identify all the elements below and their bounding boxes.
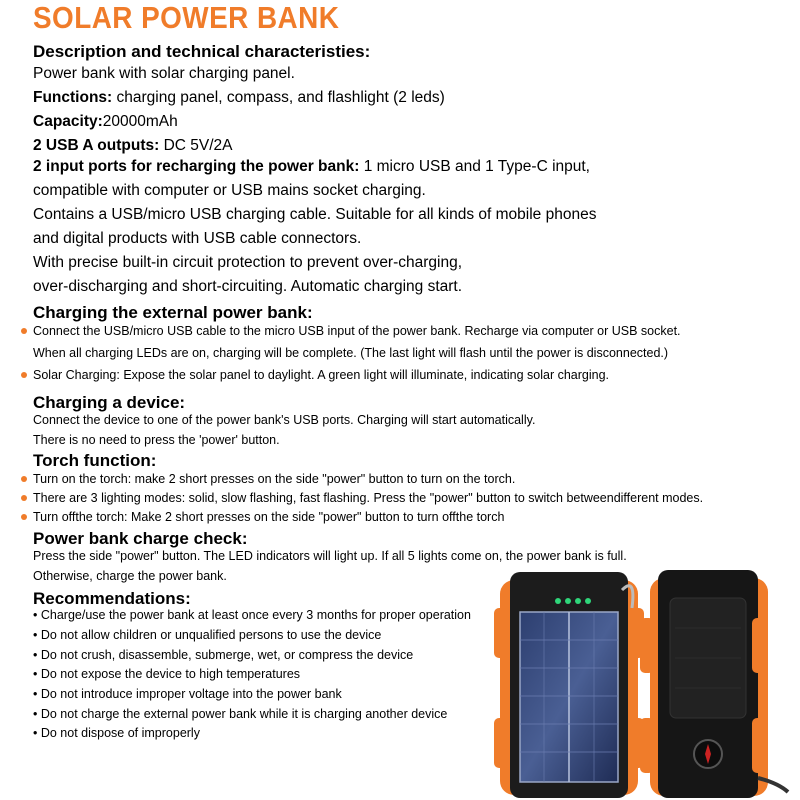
functions-label: Functions: [33, 89, 113, 106]
power-bank-product-image [490, 568, 790, 798]
bullet-dot [21, 495, 27, 501]
charging-external-item: When all charging LEDs are on, charging will be complete. (The last light will flash until the power is disconnected.) [33, 346, 669, 360]
input-ports-line [33, 158, 590, 176]
bullet-dot [21, 514, 27, 520]
recommendation-item: • Do not dispose of improperly [33, 726, 200, 740]
usb-outputs-label: 2 USB A outputs: [33, 137, 160, 154]
bullet-dot [21, 328, 27, 334]
description-line: and digital products with USB cable connectors. [33, 230, 362, 247]
charging-device-heading: Charging a device: [33, 393, 186, 412]
recommendations-heading: Recommendations: [33, 589, 191, 608]
description-line: over-discharging and short-circuiting. Automatic charging start. [33, 278, 463, 295]
charging-device-line: Connect the device to one of the power bank's USB ports. Charging will start automatically. [33, 413, 536, 427]
recommendation-item: • Charge/use the power bank at least once every 3 months for proper operation [33, 608, 471, 622]
description-line: Contains a USB/micro USB charging cable. Suitable for all kinds of mobile phones [33, 206, 597, 223]
functions-line [33, 89, 445, 107]
bullet-dot [21, 476, 27, 482]
torch-heading: Torch function: [33, 451, 157, 470]
usb-outputs-line [33, 137, 233, 155]
power-bank-front [494, 572, 644, 798]
recommendation-item: • Do not crush, disassemble, submerge, wet, or compress the device [33, 648, 414, 662]
description-line: With precise built-in circuit protection to prevent over-charging, [33, 254, 463, 271]
capacity-value: 20000mAh [102, 113, 178, 130]
capacity-line [33, 113, 178, 131]
page-title: SOLAR POWER BANK [33, 0, 340, 35]
input-ports-value: 1 micro USB and 1 Type-C input, [359, 158, 590, 175]
torch-item: There are 3 lighting modes: solid, slow flashing, fast flashing. Press the "power" button to switch betweendifferent modes. [33, 491, 704, 505]
description-heading: Description and technical characteristies: [33, 42, 371, 61]
charging-external-heading: Charging the external power bank: [33, 303, 313, 322]
charge-check-line: Otherwise, charge the power bank. [33, 569, 227, 583]
bullet-dot [21, 372, 27, 378]
usb-outputs-value: DC 5V/2A [159, 137, 233, 154]
description-intro: Power bank with solar charging panel. [33, 65, 295, 82]
capacity-label: Capacity: [33, 113, 103, 130]
charge-check-heading: Power bank charge check: [33, 529, 248, 548]
charging-external-item: Connect the USB/micro USB cable to the micro USB input of the power bank. Recharge via computer or USB socket. [33, 324, 681, 338]
functions-value: charging panel, compass, and flashlight (2 leds) [112, 89, 445, 106]
torch-item: Turn on the torch: make 2 short presses on the side "power" button to turn on the torch. [33, 472, 516, 486]
input-ports-label: 2 input ports for recharging the power bank: [33, 158, 360, 175]
recommendation-item: • Do not introduce improper voltage into the power bank [33, 687, 342, 701]
description-line: compatible with computer or USB mains socket charging. [33, 182, 426, 199]
charge-check-line: Press the side "power" button. The LED indicators will light up. If all 5 lights come on, the power bank is full. [33, 549, 627, 563]
recommendation-item: • Do not allow children or unqualified persons to use the device [33, 628, 382, 642]
torch-item: Turn offthe torch: Make 2 short presses on the side "power" button to turn offthe torch [33, 510, 505, 524]
charging-external-item: Solar Charging: Expose the solar panel to daylight. A green light will illuminate, indicating solar charging. [33, 368, 610, 382]
recommendation-item: • Do not charge the external power bank while it is charging another device [33, 707, 448, 721]
charging-device-line: There is no need to press the 'power' button. [33, 433, 280, 447]
power-bank-back [640, 570, 788, 798]
recommendation-item: • Do not expose the device to high temperatures [33, 667, 301, 681]
